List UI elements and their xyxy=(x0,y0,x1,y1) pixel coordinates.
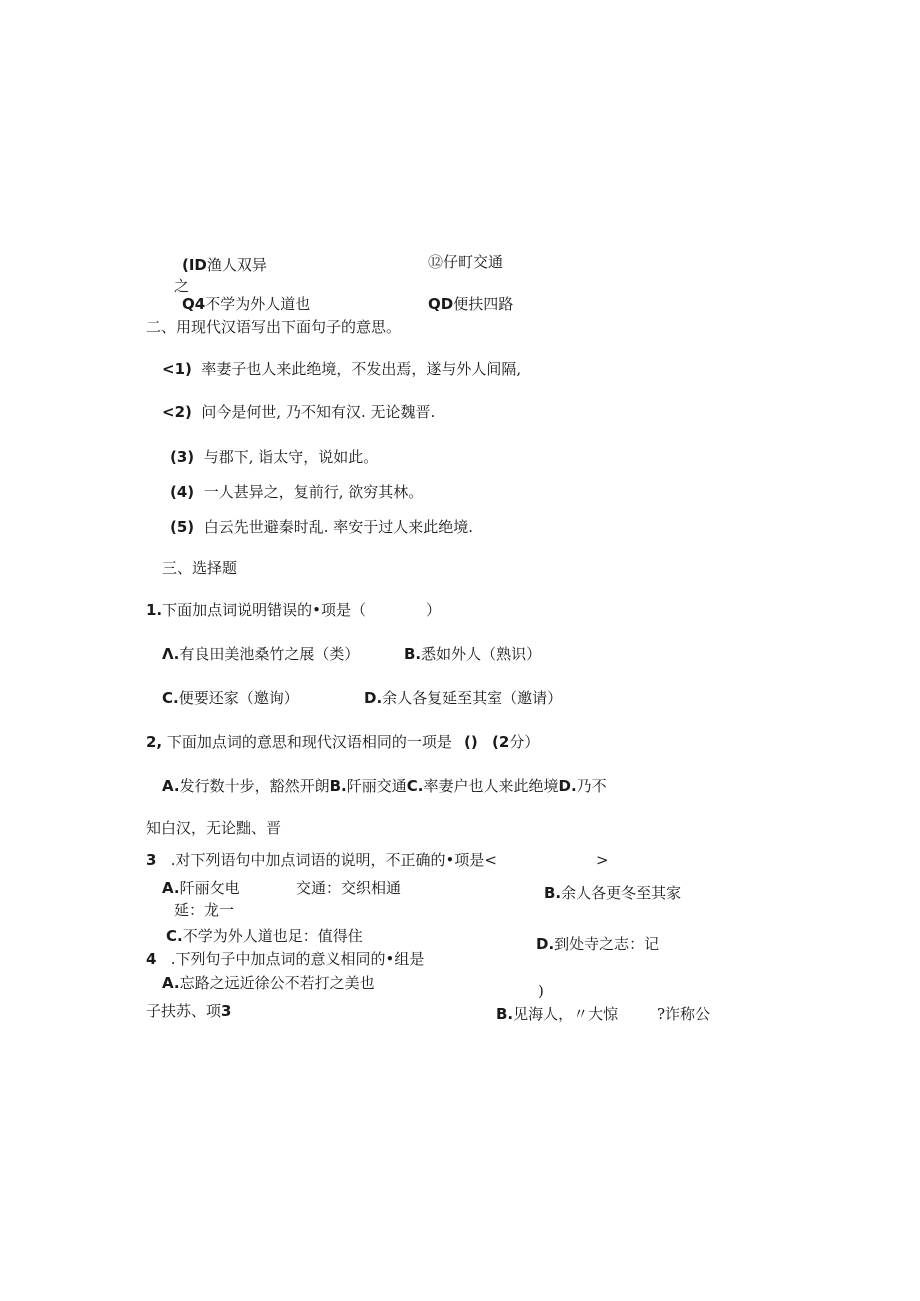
top-item-3 xyxy=(182,295,310,313)
q3-stem-text: .对下列语句中加点词语的说明，不正确的•项是< xyxy=(170,851,497,869)
q3-option-b-label: B. xyxy=(544,884,562,902)
section2-item-5-num: (5) xyxy=(170,518,195,536)
q2-num: 2, xyxy=(146,733,163,751)
q3-option-a xyxy=(162,879,240,897)
q1-option-b xyxy=(404,645,541,663)
q4-option-b-tail: ?诈称公 xyxy=(657,1005,711,1023)
section2-item-2-num: <2) xyxy=(162,403,192,421)
q2-stem xyxy=(146,733,452,751)
q2-score: (2 xyxy=(492,733,510,751)
q1-close: ） xyxy=(426,601,442,619)
top-item-4-text: 便扶四路 xyxy=(453,295,514,313)
top-item-2-text: 仔町交通 xyxy=(443,253,504,271)
q1-option-a-text: 有良田美池桑竹之展（类） xyxy=(179,645,360,663)
q2-stem-text: 下面加点词的意思和现代汉语相同的一项是 xyxy=(162,733,452,751)
q2-option-c-label: C. xyxy=(406,777,424,795)
q4-option-a xyxy=(162,974,375,992)
top-item-1 xyxy=(182,256,267,274)
section2-item-1-text: 率妻子也人来此绝境，不发出焉，遂与外人间隔, xyxy=(201,360,522,378)
section2-heading: 二、用现代汉语写出下面句子的意思。 xyxy=(146,318,402,336)
q3-option-c-label: C. xyxy=(166,927,183,945)
q2-paren xyxy=(464,733,539,751)
q1-option-c-text: 便要还家（邀询） xyxy=(178,689,299,707)
q3-option-d xyxy=(536,935,659,953)
q4-option-a-cont xyxy=(146,1002,231,1020)
q4-option-b-text: 见海人，〃大惊 xyxy=(513,1005,619,1023)
q2-option-d-label: D. xyxy=(558,777,577,795)
top-item-3-text: 不学为外人道也 xyxy=(205,295,311,313)
q4-option-b xyxy=(496,1005,618,1023)
q1-stem-text: 下面加点词说明错误的•项是（ xyxy=(162,601,366,619)
q2-option-d-cont: 知白汉，无论黜、晋 xyxy=(146,819,282,837)
q1-option-b-text: 悉如外人（熟识） xyxy=(421,645,542,663)
q1-option-d-text: 余人各复延至其室（邀请） xyxy=(382,689,563,707)
q3-option-a-text: 阡丽攵电 xyxy=(179,879,240,897)
top-item-1-prefix: (ID xyxy=(182,256,207,274)
q3-option-d-text: 到处寺之志：记 xyxy=(554,935,660,953)
q2-option-b-text: 阡丽交通 xyxy=(346,777,407,795)
top-item-4-prefix: QD xyxy=(428,295,454,313)
section2-item-3 xyxy=(170,448,378,466)
q4-option-a-cont-num: 3 xyxy=(221,1002,232,1020)
q2-score-unit: 分） xyxy=(509,733,540,751)
q1-stem xyxy=(146,601,366,619)
section2-item-4-text: 一人甚异之，复前行, 欲穷其林。 xyxy=(203,483,424,501)
section2-item-2 xyxy=(162,403,435,421)
section2-item-4 xyxy=(170,483,423,501)
q1-option-c xyxy=(162,689,299,707)
q4-option-b-label: B. xyxy=(496,1005,514,1023)
q3-option-c xyxy=(166,927,363,945)
top-item-2-prefix: ⑫ xyxy=(428,253,444,271)
section3-heading: 三、选择题 xyxy=(162,559,238,577)
q3-stem xyxy=(146,851,497,869)
q3-option-b-text: 余人各更冬至其家 xyxy=(561,884,682,902)
q1-option-d-label: D. xyxy=(364,689,383,707)
q4-num: 4 xyxy=(146,950,157,968)
q4-stem xyxy=(146,950,424,968)
top-item-1-cont: 之 xyxy=(174,277,190,295)
q4-option-a-text: 忘路之远近徐公不若打之美也 xyxy=(179,974,375,992)
q3-option-a-mid: 交通：交织相通 xyxy=(296,879,402,897)
q3-option-b xyxy=(544,884,681,902)
section2-item-3-text: 与郡下, 诣太守，说如此。 xyxy=(203,448,379,466)
q1-option-c-label: C. xyxy=(162,689,179,707)
q2-option-b-label: B. xyxy=(329,777,347,795)
section2-item-1 xyxy=(162,360,521,378)
q4-close: ) xyxy=(538,982,544,1000)
section2-item-1-num: <1) xyxy=(162,360,192,378)
q3-close: > xyxy=(596,851,609,869)
top-item-3-prefix: Q4 xyxy=(182,295,206,313)
q2-option-c-text: 率妻户也人来此绝境 xyxy=(423,777,559,795)
q2-options xyxy=(162,777,607,795)
q4-option-a-label: A. xyxy=(162,974,180,992)
q3-option-d-label: D. xyxy=(536,935,555,953)
q3-option-a-cont: 延：龙一 xyxy=(174,901,235,919)
q1-option-a-label: Λ. xyxy=(162,645,180,663)
top-item-4 xyxy=(428,295,513,313)
section2-item-3-num: (3) xyxy=(170,448,195,466)
q3-option-c-text: 不学为外人道也足：值得住 xyxy=(182,927,363,945)
q1-option-a xyxy=(162,645,359,663)
q3-option-a-label: A. xyxy=(162,879,180,897)
top-item-2 xyxy=(428,253,503,271)
q2-paren-text: () xyxy=(464,733,478,751)
q3-num: 3 xyxy=(146,851,157,869)
section2-item-4-num: (4) xyxy=(170,483,195,501)
q2-option-a-label: A. xyxy=(162,777,180,795)
section2-item-2-text: 问今是何世, 乃不知有汉. 无论魏晋. xyxy=(201,403,436,421)
q2-option-a-text: 发行数十步，豁然开朗 xyxy=(179,777,330,795)
q1-num: 1. xyxy=(146,601,163,619)
q1-option-b-label: B. xyxy=(404,645,422,663)
q1-option-d xyxy=(364,689,562,707)
q2-option-d-text: 乃不 xyxy=(576,777,607,795)
section2-item-5-text: 白云先世避秦时乱. 率安于过人来此绝境. xyxy=(203,518,474,536)
q4-stem-text: .下列句子中加点词的意义相同的•组是 xyxy=(170,950,425,968)
q4-option-a-cont-text: 子扶苏、项 xyxy=(146,1002,222,1020)
section2-item-5 xyxy=(170,518,473,536)
top-item-1-text: 渔人双异 xyxy=(206,256,267,274)
